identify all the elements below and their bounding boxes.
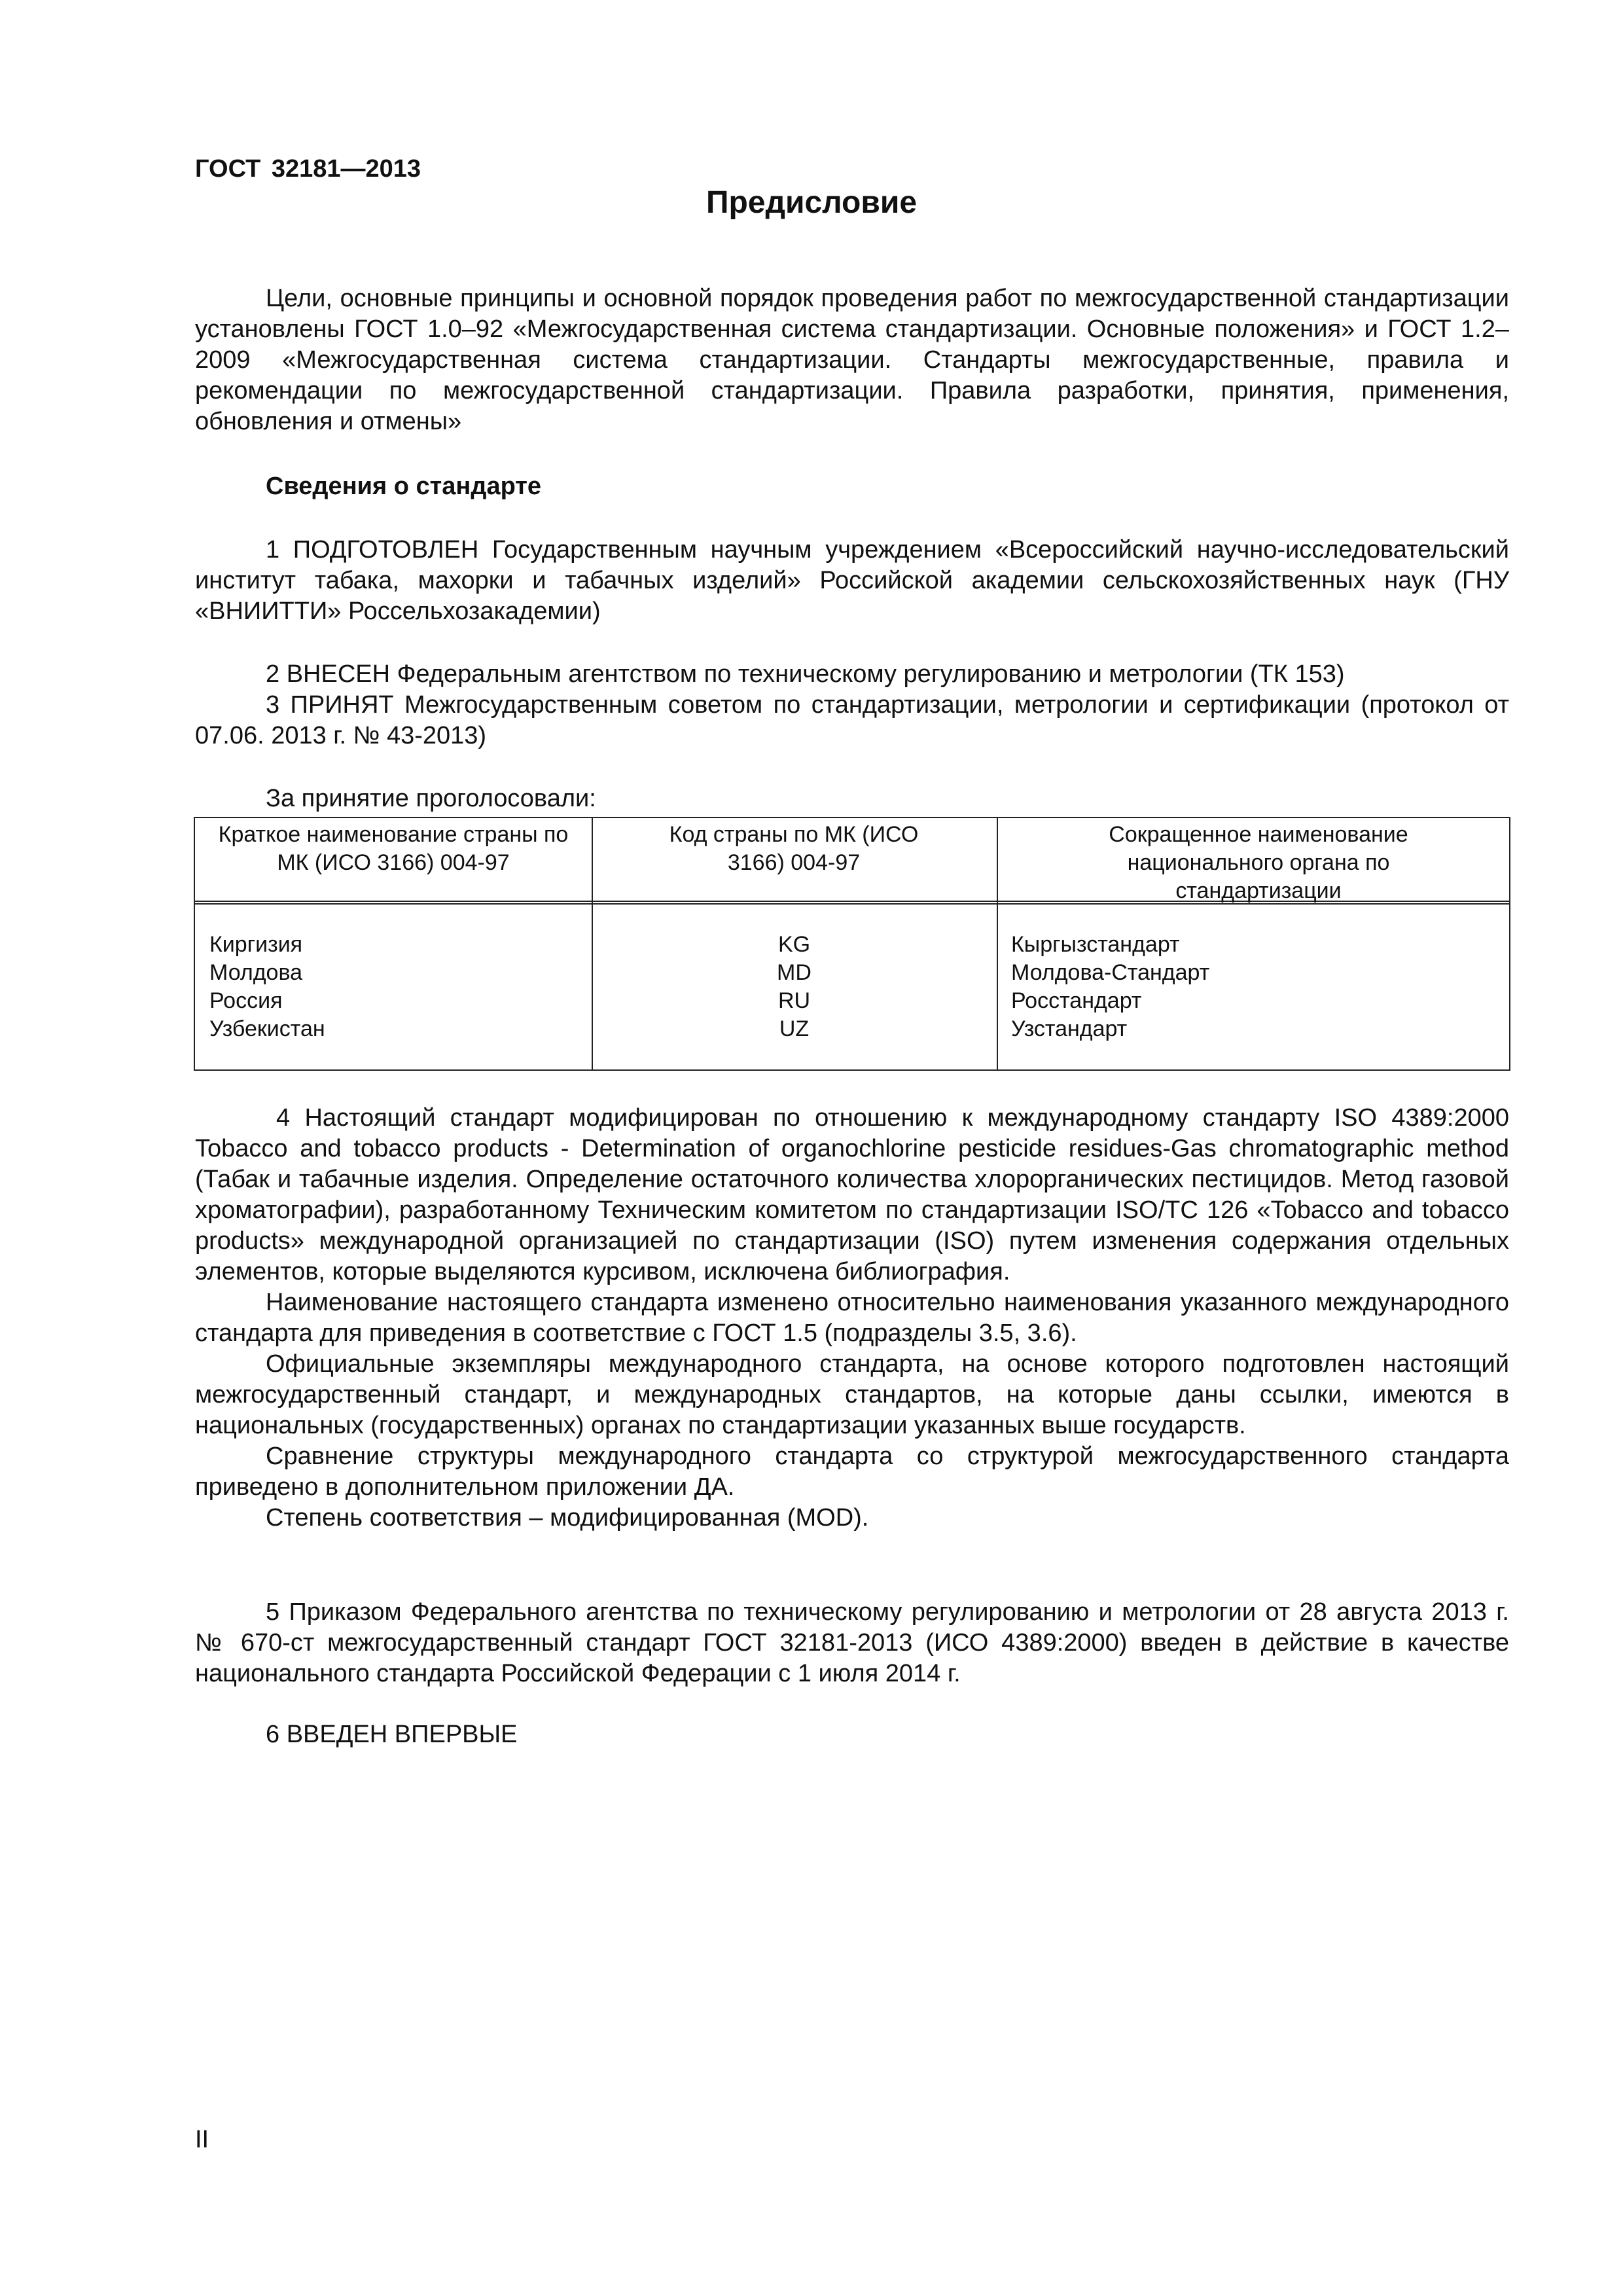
table-cell-organ: Кыргызстандарт <box>1011 932 1180 957</box>
item-4-name-paragraph: Наименование настоящего стандарта изменено относительно наименования указанного международного стандарта для приведения в соответствие с ГОСТ 1.5 (подразделы 3.5, 3.6). <box>195 1289 1509 1347</box>
item-1-block <box>195 535 1509 627</box>
table-column-organ <box>1011 931 1209 1043</box>
table-column-divider <box>997 818 998 1069</box>
item-3-paragraph: 3 ПРИНЯТ Межгосударственным советом по стандартизации, метрологии и сертификации (протокол от 07.06. 2013 г. № 43-2013) <box>195 691 1509 749</box>
item-2-paragraph: 2 ВНЕСЕН Федеральным агентством по техническому регулированию и метрологии (ТК 153) <box>266 660 1345 688</box>
item-6-paragraph: 6 ВВЕДЕН ВПЕРВЫЕ <box>266 1721 518 1748</box>
items-2-3-block <box>195 659 1509 751</box>
page-number: II <box>195 2126 209 2153</box>
table-cell-country: Киргизия <box>209 932 303 957</box>
table-cell-code: KG <box>777 932 811 957</box>
vote-caption-block <box>195 783 1509 814</box>
intro-paragraph: Цели, основные принципы и основной порядок проведения работ по межгосударственной стандартизации установлены ГОСТ 1.0–92 «Межгосударственная система стандартизации. Основные положения» и ГОСТ 1.2–2009 «Межгосударственная система стандартизации. Стандарты межгосударственные, правила и рекомендации по межгосударственной стандартизации. Правила разработки, принятия, применения, обновления и отмены» <box>195 285 1509 435</box>
item-6-block <box>195 1719 1509 1750</box>
table-column-code <box>592 931 997 1043</box>
table-header-country: Краткое наименование страны по МК (ИСО 3166) 004-97 <box>218 822 569 875</box>
table-header-code: Код страны по МК (ИСО 3166) 004-97 <box>669 822 919 875</box>
table-cell-country: Молдова <box>209 960 303 985</box>
intro-section <box>195 283 1509 437</box>
item-4-paragraph: 4 Настоящий стандарт модифицирован по отношению к международному стандарту ISO 4389:2000 Tobacco and tobacco products - Determination of organochlorine pesticide residues-Gas chromatographic method (Табак и табачные изделия. Определение остаточного количества хлорорганических пестицидов. Метод газовой хроматографии), разработанному Техническим комитетом по стандартизации ISO/TC 126 «Tobacco and tobacco products» международной организацией по стандартизации (ISO) путем изменения содержания отдельных элементов, которые выделяются курсивом, исключена библиография. <box>195 1104 1509 1285</box>
item-4-structure-paragraph: Сравнение структуры международного стандарта со структурой межгосударственного стандарта приведено в дополнительном приложении ДА. <box>195 1443 1509 1501</box>
table-cell-code: RU <box>777 988 811 1013</box>
table-cell-organ: Росстандарт <box>1011 988 1142 1013</box>
voting-countries-table <box>194 817 1510 1071</box>
item-4-block <box>195 1103 1509 1534</box>
table-cell-organ: Узстандарт <box>1011 1016 1128 1041</box>
item-1-paragraph: 1 ПОДГОТОВЛЕН Государственным научным учреждением «Всероссийский научно-исследовательский институт табака, махорки и табачных изделий» Российской академии сельскохозяйственных наук (ГНУ «ВНИИТТИ» Россельхозакадемии) <box>195 536 1509 625</box>
item-5-paragraph: 5 Приказом Федерального агентства по техническому регулированию и метрологии от 28 августа 2013 г. № 670-ст межгосударственный стандарт ГОСТ 32181-2013 (ИСО 4389:2000) введен в действие в качестве национального стандарта Российской Федерации с 1 июля 2014 г. <box>195 1598 1509 1687</box>
document-code: ГОСТ 32181—2013 <box>195 155 421 183</box>
item-5-block <box>195 1597 1509 1689</box>
table-cell-code: MD <box>777 960 812 985</box>
table-cell-country: Россия <box>209 988 283 1013</box>
vote-caption: За принятие проголосовали: <box>266 785 596 812</box>
section-heading: Сведения о стандарте <box>266 473 542 500</box>
table-cell-code: UZ <box>779 1016 810 1041</box>
table-cell-country: Узбекистан <box>209 1016 325 1041</box>
standard-info-heading-block <box>195 471 1509 502</box>
item-4-degree-paragraph: Степень соответствия – модифицированная (MOD). <box>266 1504 869 1532</box>
page-title: Предисловие <box>705 185 918 220</box>
table-cell-organ: Молдова-Стандарт <box>1011 960 1210 985</box>
item-4-copies-paragraph: Официальные экземпляры международного стандарта, на основе которого подготовлен настоящий межгосударственный стандарт, и международных стандартов, на которые даны ссылки, имеются в национальных (государственных) органах по стандартизации указанных выше государств. <box>195 1350 1509 1439</box>
table-column-country <box>209 931 325 1043</box>
table-header-organ: Сокращенное наименование национального органа по стандартизации <box>1109 822 1408 903</box>
